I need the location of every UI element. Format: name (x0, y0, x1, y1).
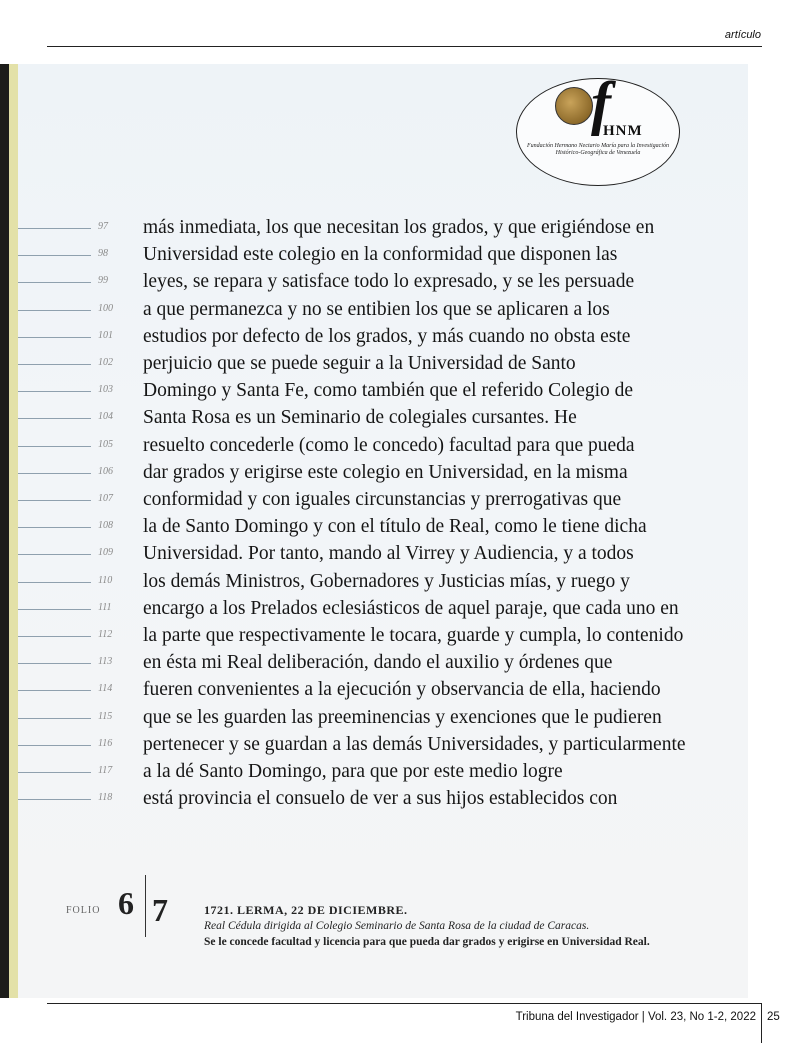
line-number: 117 (98, 765, 113, 776)
header-rule (47, 46, 762, 47)
line-rule (18, 772, 91, 773)
line-text: encargo a los Prelados eclesiásticos de aquel paraje, que cada uno en (143, 597, 679, 619)
line-text: Domingo y Santa Fe, como también que el referido Colegio de (143, 380, 634, 402)
line-number: 105 (98, 438, 113, 450)
line-number: 114 (98, 683, 113, 695)
folio-separator (145, 875, 146, 937)
line-text: en ésta mi Real deliberación, dando el auxilio y órdenes que (143, 652, 613, 674)
line-text: Santa Rosa es un Seminario de colegiales cursantes. He (143, 407, 577, 429)
line-number: 107 (98, 493, 113, 504)
line-number: 111 (98, 601, 112, 613)
line-number: 100 (98, 302, 113, 314)
line-text: la parte que respectivamente le tocara, guarde y cumpla, lo contenido (143, 625, 684, 646)
logo-f-glyph: f (591, 70, 611, 136)
line-text: Universidad este colegio en la conformidad que disponen las (143, 244, 618, 266)
line-number: 102 (98, 357, 113, 368)
page-number: 25 (767, 1011, 780, 1023)
line-number: 104 (98, 411, 113, 423)
line-text: está provincia el consuelo de ver a sus hijos establecidos con (143, 788, 618, 810)
line-rule (18, 364, 91, 365)
logo-caption: Fundación Hermano Nectario María para la Investigación Histórico-Geográfica de Venezuela (527, 143, 669, 156)
line-number: 98 (98, 248, 108, 260)
line-text: los demás Ministros, Gobernadores y Justicias mías, y ruego y (143, 570, 630, 592)
footer-vertical-rule (761, 1003, 762, 1043)
line-number: 110 (98, 574, 113, 586)
folio-date: 1721. LERMA, 22 DE DICIEMBRE. (204, 903, 408, 917)
line-text: perjuicio que se puede seguir a la Universidad de Santo (143, 353, 576, 374)
globe-icon (555, 87, 593, 125)
logo-abbr: HNM (603, 123, 643, 139)
section-tag: artículo (724, 29, 761, 41)
line-text: que se les guarden las preeminencias y exenciones que le pudieren (143, 706, 662, 728)
line-rule (18, 473, 91, 474)
folio-title: Real Cédula dirigida al Colegio Seminario de Santa Rosa de la ciudad de Caracas. (204, 920, 590, 932)
line-number: 115 (98, 710, 113, 722)
line-number: 116 (98, 737, 113, 749)
line-rule (18, 391, 91, 392)
institution-logo (516, 70, 680, 186)
folio-number-b: 7 (152, 892, 168, 928)
footer-rule (47, 1003, 762, 1004)
line-number: 108 (98, 520, 113, 532)
line-rule (18, 418, 91, 419)
line-text: conformidad y con iguales circunstancias y prerrogativas que (143, 489, 622, 510)
line-text: estudios por defecto de los grados, y más cuando no obsta este (143, 325, 631, 347)
line-rule (18, 582, 91, 583)
line-rule (18, 255, 91, 256)
line-rule (18, 799, 91, 800)
line-number: 97 (98, 221, 108, 232)
line-number: 106 (98, 465, 113, 477)
line-text: a que permanezca y no se entibien los que se aplicaren a los (143, 298, 610, 320)
line-rule (18, 609, 91, 610)
line-text: más inmediata, los que necesitan los grados, y que erigiéndose en (143, 217, 655, 238)
line-text: leyes, se repara y satisface todo lo expresado, y se les persuade (143, 271, 635, 293)
line-text: resuelto concederle (como le concedo) facultad para que pueda (143, 434, 635, 456)
line-rule (18, 554, 91, 555)
folio-summary: Se le concede facultad y licencia para que pueda dar grados y erigirse en Universidad Real. (204, 936, 650, 948)
line-text: la de Santo Domingo y con el título de Real, como le tiene dicha (143, 516, 647, 538)
line-rule (18, 718, 91, 719)
line-number: 118 (98, 792, 113, 804)
line-rule (18, 690, 91, 691)
line-text: Universidad. Por tanto, mando al Virrey y Audiencia, y a todos (143, 543, 634, 565)
line-rule (18, 337, 91, 338)
line-number: 112 (98, 629, 113, 640)
line-number: 101 (98, 329, 113, 341)
line-text: dar grados y erigirse este colegio en Universidad, en la misma (143, 461, 628, 483)
line-rule (18, 446, 91, 447)
line-text: a la dé Santo Domingo, para que por este medio logre (143, 761, 563, 782)
line-rule (18, 500, 91, 501)
line-rule (18, 527, 91, 528)
binding-edge-dark (0, 64, 9, 998)
line-number: 103 (98, 384, 113, 396)
line-text: pertenecer y se guardan a las demás Universidades, y particularmente (143, 733, 686, 755)
line-rule (18, 310, 91, 311)
folio-label: FOLIO (66, 905, 101, 916)
line-rule (18, 636, 91, 637)
footer-journal: Tribuna del Investigador | Vol. 23, No 1-2, 2022 (515, 1011, 756, 1023)
line-number: 109 (98, 547, 113, 559)
line-number: 113 (98, 656, 113, 668)
line-number: 99 (98, 275, 108, 287)
line-rule (18, 282, 91, 283)
line-rule (18, 228, 91, 229)
line-text: fueren convenientes a la ejecución y observancia de ella, haciendo (143, 679, 661, 701)
folio-number-a: 6 (118, 885, 134, 921)
binding-edge-yellow (9, 64, 18, 998)
line-rule (18, 745, 91, 746)
line-rule (18, 663, 91, 664)
